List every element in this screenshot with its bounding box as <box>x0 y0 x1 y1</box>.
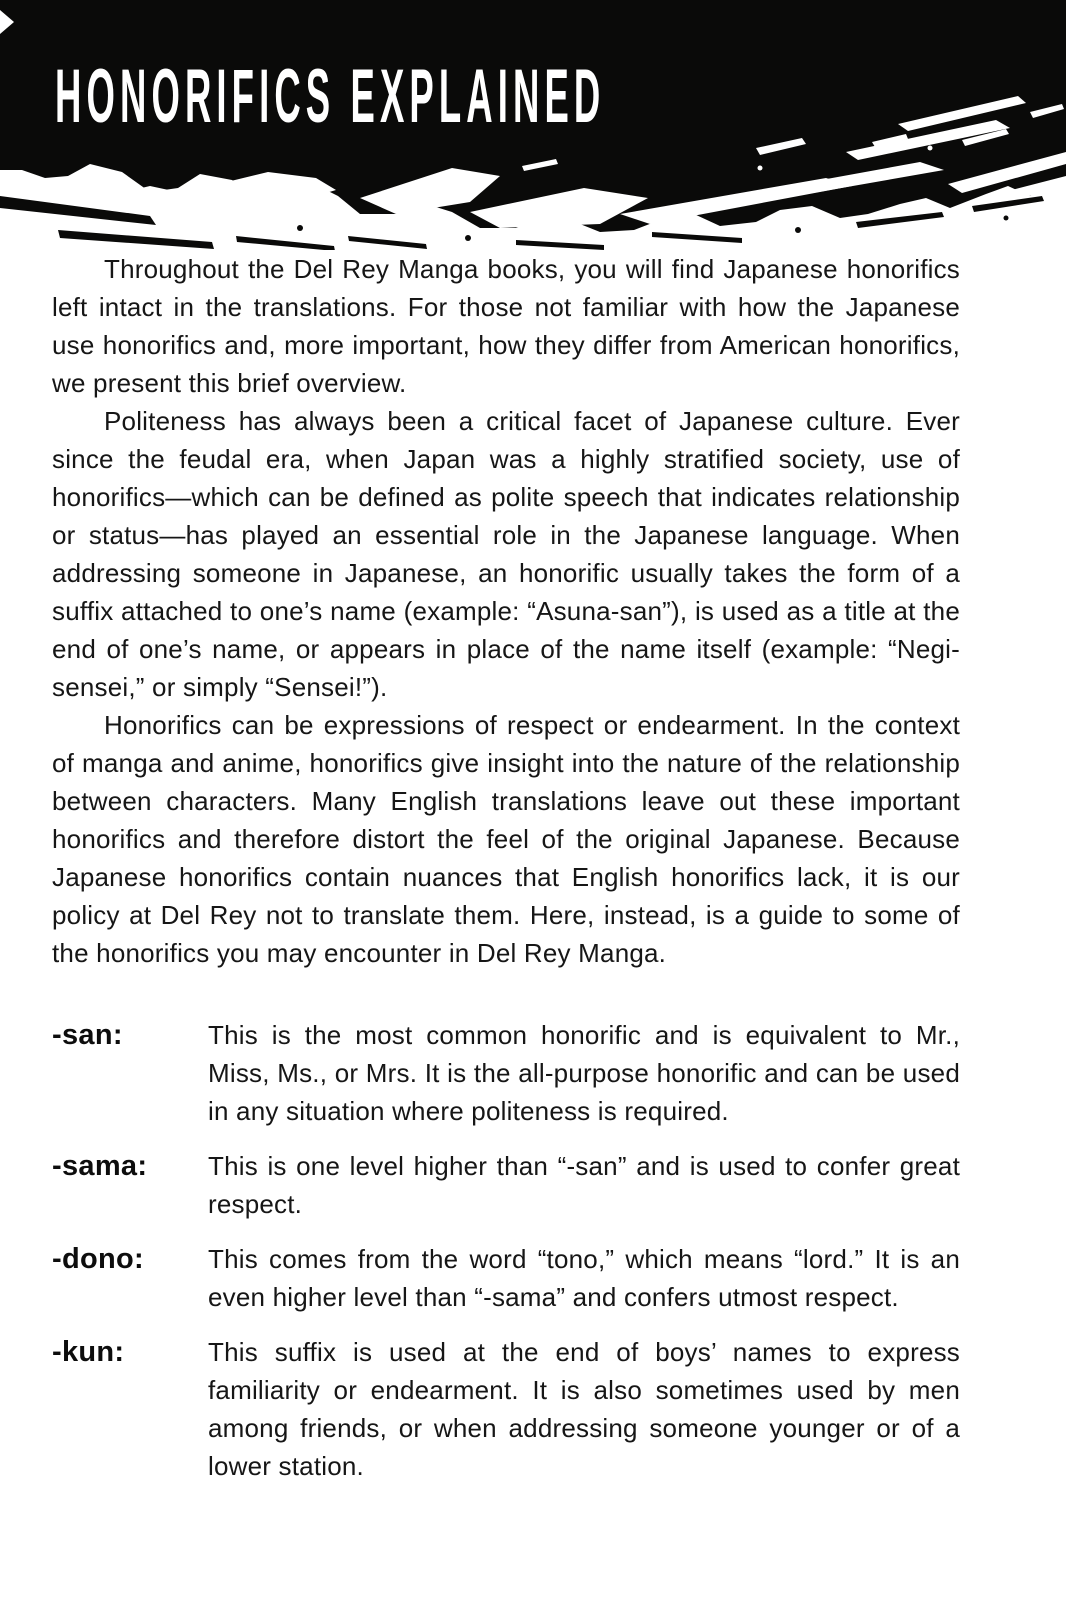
honorific-definition: This comes from the word “tono,” which means “lord.” It is an even higher level than “-sama” and confers utmost respect. <box>208 1244 960 1312</box>
honorific-term: -kun: <box>52 1336 125 1368</box>
honorific-entry-san <box>52 1016 960 1130</box>
honorific-term: -sama: <box>52 1150 148 1182</box>
page-title: HONORIFICS EXPLAINED <box>55 53 606 139</box>
page-header <box>0 0 1066 250</box>
honorific-term: -san: <box>52 1019 123 1051</box>
honorific-entry-sama <box>52 1147 960 1223</box>
honorific-term: -dono: <box>52 1243 144 1275</box>
page-body <box>52 250 960 1502</box>
honorific-entry-kun <box>52 1333 960 1485</box>
intro-paragraph-3: Honorifics can be expressions of respect or endearment. In the context of manga and anime, honorifics give insight into the nature of the relationship between characters. Many English translations leave out these important honorifics and therefore distort the feel of the original Japanese. Because Japanese honorifics contain nuances that English honorifics lack, it is our policy at Del Rey not to translate them. Here, instead, is a guide to some of the honorifics you may encounter in Del Rey Manga. <box>52 710 960 968</box>
honorific-definition: This is one level higher than “-san” and is used to confer great respect. <box>208 1151 960 1219</box>
intro-paragraph-2: Politeness has always been a critical facet of Japanese culture. Ever since the feudal era, when Japan was a highly stratified society, use of honorifics—which can be defined as polite speech that indicates relationship or status—has played an essential role in the Japanese language. When addressing someone in Japanese, an honorific usually takes the form of a suffix attached to one’s name (example: “Asuna-san”), is used as a title at the end of one’s name, or appears in place of the name itself (example: “Negi-sensei,” or simply “Sensei!”). <box>52 406 960 702</box>
honorific-entry-dono <box>52 1240 960 1316</box>
honorific-definition: This is the most common honorific and is equivalent to Mr., Miss, Ms., or Mrs. It is the all-purpose honorific and can be used in any situation where politeness is required. <box>208 1020 960 1126</box>
honorifics-list <box>52 1016 960 1485</box>
intro-paragraph-1: Throughout the Del Rey Manga books, you will find Japanese honorifics left intact in the translations. For those not familiar with how the Japanese use honorifics and, more important, how they differ from American honorifics, we present this brief overview. <box>52 254 960 398</box>
honorific-definition: This suffix is used at the end of boys’ names to express familiarity or endearment. It is also sometimes used by men among friends, or when addressing someone younger or of a lower station. <box>208 1337 960 1481</box>
